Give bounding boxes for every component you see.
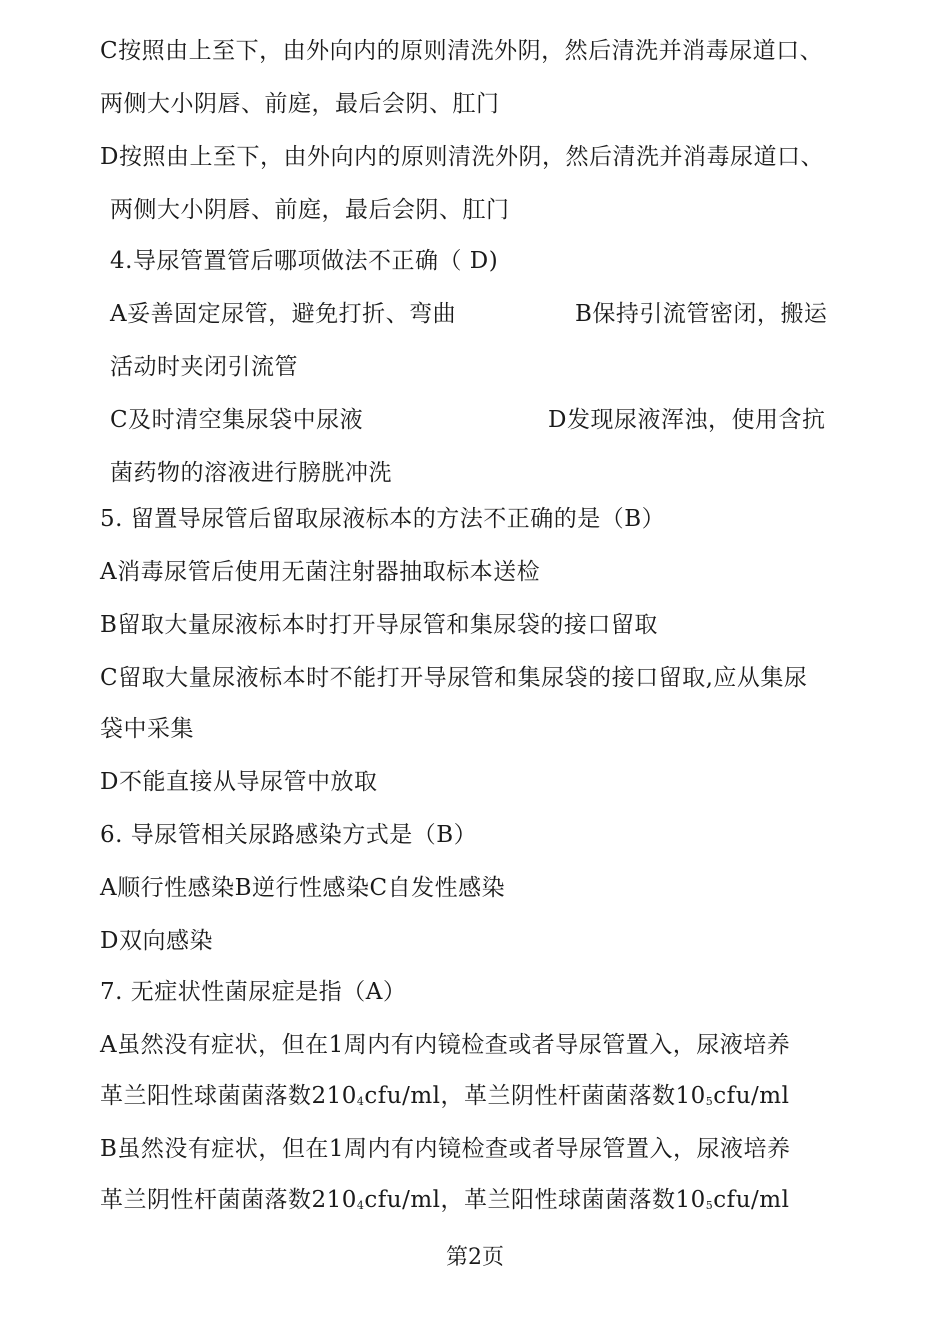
option-5c-line1: C留取大量尿液标本时不能打开导尿管和集尿袋的接口留取,应从集尿: [100, 665, 808, 691]
option-3c-line2: 两侧大小阴唇、前庭，最后会阴、肛门: [100, 91, 500, 117]
question-6: 6. 导尿管相关尿路感染方式是（B）: [100, 822, 478, 848]
option-3c-line1: C按照由上至下，由外向内的原则清洗外阴，然后清洗并消毒尿道口、: [100, 38, 824, 64]
option-6d: D双向感染: [100, 928, 213, 954]
option-4d-line2: 菌药物的溶液进行膀胱冲洗: [110, 460, 392, 486]
option-5c-line2: 袋中采集: [100, 716, 194, 742]
option-4b-line2: 活动时夹闭引流管: [110, 354, 298, 380]
option-7b-line2: 革兰阴性杆菌菌落数$210_4cfu/ml$，革兰阳性球菌菌落数$10_5cfu/ml$: [100, 1187, 790, 1213]
question-7: 7. 无症状性菌尿症是指（A）: [100, 979, 407, 1005]
option-7a-line2: 革兰阳性球菌菌落数$210_4cfu/ml$，革兰阴性杆菌菌落数$10_5cfu/ml$: [100, 1083, 790, 1109]
option-4d-line1: D发现尿液浑浊，使用含抗: [548, 407, 826, 433]
option-4b-line1: B保持引流管密闭，搬运: [575, 301, 828, 327]
option-3d-line2: 两侧大小阴唇、前庭，最后会阴、肛门: [110, 197, 510, 223]
option-7b-line1: B虽然没有症状，但在1周内有内镜检查或者导尿管置入，尿液培养: [100, 1136, 791, 1162]
options-6abc: A顺行性感染B逆行性感染C自发性感染: [100, 875, 506, 901]
option-4a: A妥善固定尿管，避免打折、弯曲: [110, 301, 457, 327]
option-5b: B留取大量尿液标本时打开导尿管和集尿袋的接口留取: [100, 612, 658, 638]
option-3d-line1: D按照由上至下，由外向内的原则清洗外阴，然后清洗并消毒尿道口、: [100, 144, 824, 170]
option-5d: D不能直接从导尿管中放取: [100, 769, 378, 795]
page-number: 第2页: [446, 1245, 504, 1270]
question-4: 4.导尿管置管后哪项做法不正确（ D): [110, 248, 499, 274]
question-5: 5. 留置导尿管后留取尿液标本的方法不正确的是（B）: [100, 506, 666, 532]
option-5a: A消毒尿管后使用无菌注射器抽取标本送检: [100, 559, 541, 585]
option-4c: C及时清空集尿袋中尿液: [110, 407, 364, 433]
option-7a-line1: A虽然没有症状，但在1周内有内镜检查或者导尿管置入，尿液培养: [100, 1032, 791, 1058]
